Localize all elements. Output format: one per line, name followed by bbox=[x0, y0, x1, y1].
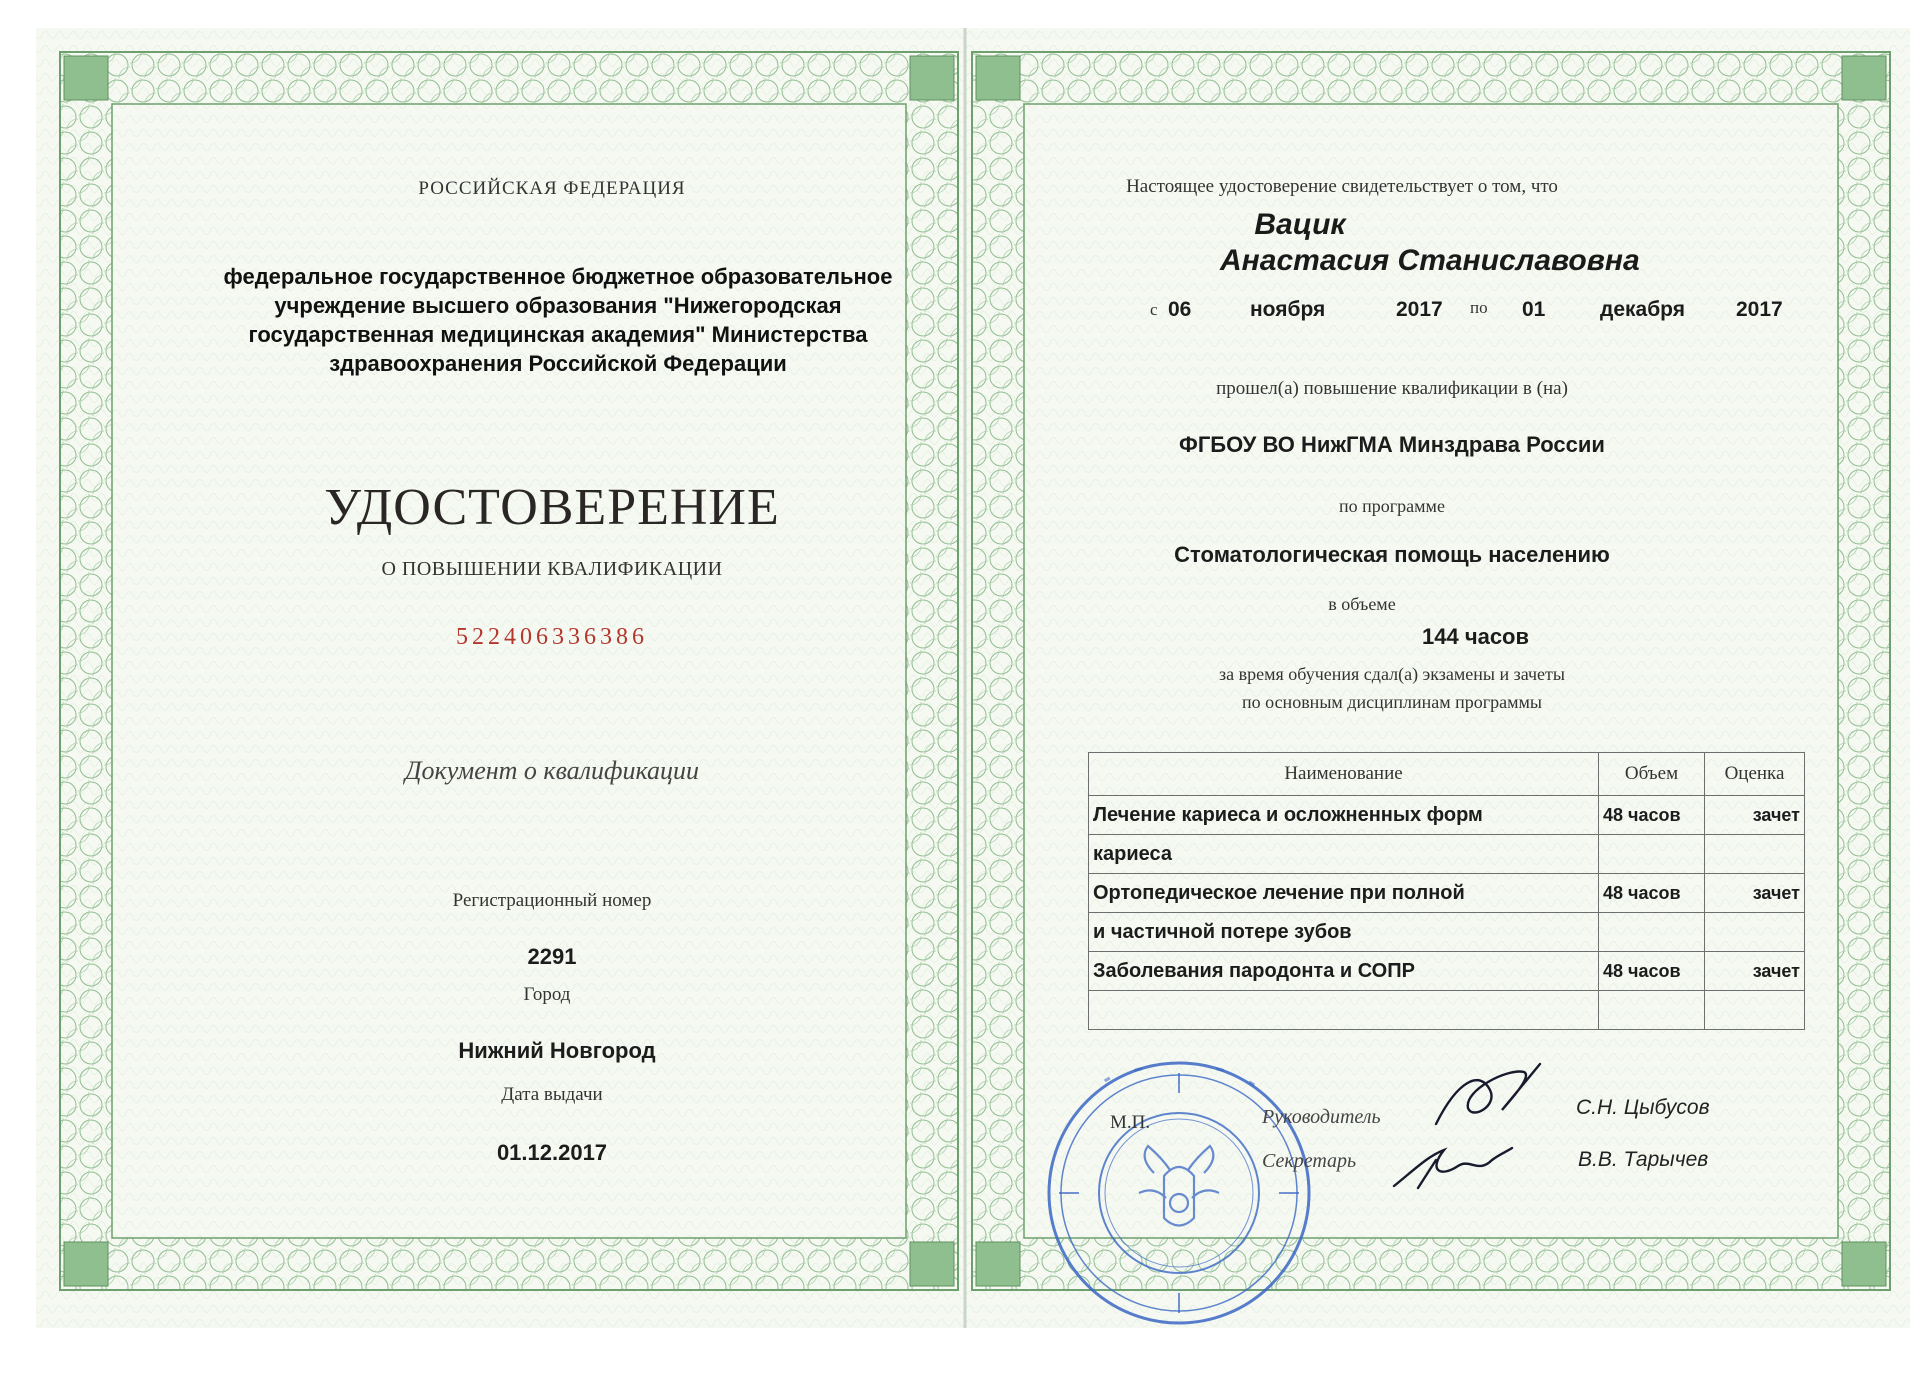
discipline-volume: 48 часов bbox=[1599, 796, 1705, 835]
discipline-volume bbox=[1599, 913, 1705, 952]
discipline-volume: 48 часов bbox=[1599, 874, 1705, 913]
document-type: Документ о квалификации bbox=[405, 756, 699, 785]
secretary-name: В.В. Тарычев bbox=[1578, 1148, 1709, 1171]
secretary-signature-icon bbox=[1388, 1130, 1518, 1200]
holder-given-name: Анастасия Станиславовна bbox=[1220, 244, 1640, 277]
discipline-grade bbox=[1705, 913, 1805, 952]
discipline-grade bbox=[1705, 835, 1805, 874]
table-row bbox=[1089, 835, 1805, 874]
certificate-subtitle: О ПОВЫШЕНИИ КВАЛИФИКАЦИИ bbox=[381, 558, 723, 580]
stamp-place-label: М.П. bbox=[1110, 1112, 1151, 1133]
period-from-day: 06 bbox=[1168, 298, 1192, 321]
holder-surname: Вацик bbox=[1254, 208, 1346, 241]
program-name: Стоматологическая помощь населению bbox=[1174, 542, 1610, 567]
institution-name: федеральное государственное бюджетное образовательное учреждение высшего образования "Нижегородская государственная медицинская академия" Министерства здравоохранения Российской Федерации bbox=[223, 264, 893, 376]
discipline-grade: зачет bbox=[1705, 796, 1805, 835]
discipline-name: и частичной потере зубов bbox=[1089, 913, 1599, 952]
official-seal-icon bbox=[1044, 1058, 1314, 1328]
period-from-month: ноября bbox=[1250, 298, 1326, 321]
period-to-prefix: по bbox=[1470, 298, 1488, 317]
head-label: Руководитель bbox=[1262, 1106, 1381, 1128]
registration-number: 2291 bbox=[527, 944, 577, 969]
table-row bbox=[1089, 796, 1805, 835]
federation-heading: РОССИЙСКАЯ ФЕДЕРАЦИЯ bbox=[418, 178, 686, 199]
discipline-name: кариеса bbox=[1089, 835, 1599, 874]
head-signature-icon bbox=[1428, 1060, 1548, 1140]
serial-number: 522406336386 bbox=[456, 624, 648, 650]
column-header-volume: Объем bbox=[1599, 753, 1705, 796]
registration-label: Регистрационный номер bbox=[452, 890, 652, 911]
period-to-year: 2017 bbox=[1736, 298, 1783, 321]
total-hours: 144 часов bbox=[1422, 624, 1530, 649]
head-name: С.Н. Цыбусов bbox=[1576, 1096, 1710, 1119]
column-header-grade: Оценка bbox=[1705, 753, 1805, 796]
organization-name: ФГБОУ ВО НижГМА Минздрава России bbox=[1179, 432, 1605, 457]
table-row bbox=[1089, 913, 1805, 952]
issue-date-label: Дата выдачи bbox=[501, 1084, 603, 1105]
table-row bbox=[1089, 952, 1805, 991]
discipline-volume bbox=[1599, 991, 1705, 1030]
certificate-title: УДОСТОВЕРЕНИЕ bbox=[324, 479, 780, 536]
discipline-grade: зачет bbox=[1705, 874, 1805, 913]
table-row bbox=[1089, 991, 1805, 1030]
discipline-volume: 48 часов bbox=[1599, 952, 1705, 991]
city-value: Нижний Новгород bbox=[458, 1038, 656, 1063]
exams-text-line2: по основным дисциплинам программы bbox=[1241, 692, 1542, 712]
table-header-row bbox=[1089, 753, 1805, 796]
period-from-prefix: с bbox=[1150, 300, 1158, 319]
intro-text: Настоящее удостоверение свидетельствует о том, что bbox=[1126, 176, 1558, 197]
discipline-grade: зачет bbox=[1705, 952, 1805, 991]
discipline-name: Заболевания пародонта и СОПР bbox=[1089, 952, 1599, 991]
period-to-day: 01 bbox=[1522, 298, 1546, 321]
table-row bbox=[1089, 874, 1805, 913]
column-header-name: Наименование bbox=[1089, 753, 1599, 796]
program-label: по программе bbox=[1339, 496, 1445, 516]
city-label: Город bbox=[523, 984, 571, 1005]
discipline-name: Ортопедическое лечение при полной bbox=[1089, 874, 1599, 913]
discipline-name bbox=[1089, 991, 1599, 1030]
discipline-volume bbox=[1599, 835, 1705, 874]
issue-date: 01.12.2017 bbox=[496, 1140, 608, 1165]
volume-label: в объеме bbox=[1328, 594, 1396, 614]
discipline-name: Лечение кариеса и осложненных форм bbox=[1089, 796, 1599, 835]
secretary-label: Секретарь bbox=[1262, 1150, 1357, 1172]
period-to-month: декабря bbox=[1600, 298, 1685, 321]
period-from-year: 2017 bbox=[1396, 298, 1443, 321]
passed-text: прошел(а) повышение квалификации в (на) bbox=[1216, 378, 1568, 399]
discipline-grade bbox=[1705, 991, 1805, 1030]
disciplines-table bbox=[1088, 752, 1805, 1030]
exams-text-line1: за время обучения сдал(а) экзамены и зачеты bbox=[1218, 664, 1566, 684]
